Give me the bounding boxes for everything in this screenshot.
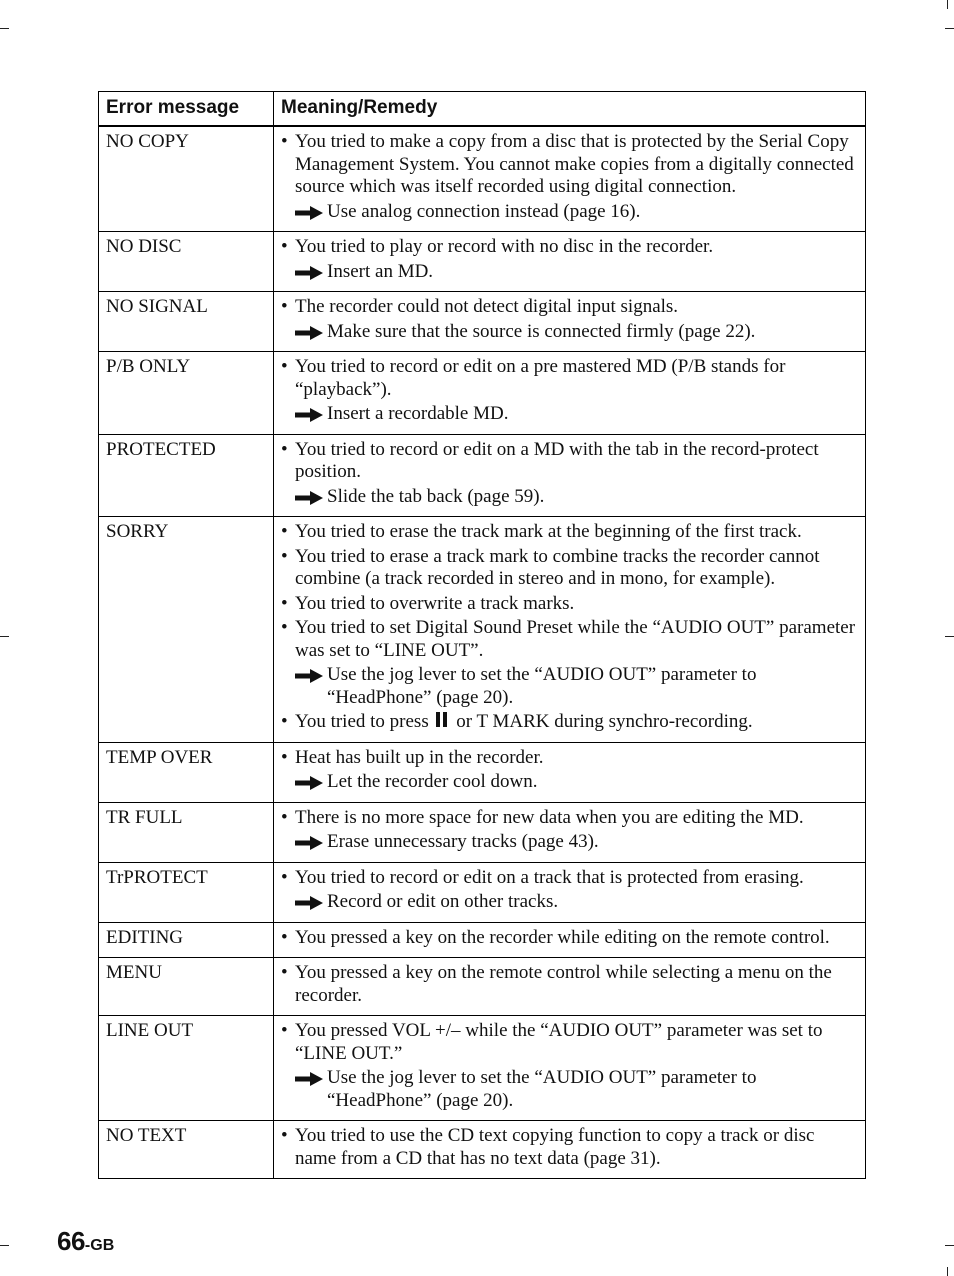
meaning-remedy-cell: [274, 126, 866, 232]
meaning-list: [281, 1020, 858, 1112]
table-row: [99, 352, 866, 435]
crop-mark: [0, 28, 9, 29]
meaning-remedy-cell: [274, 742, 866, 802]
meaning-item: [281, 546, 858, 591]
remedy-text: Record or edit on other tracks.: [327, 891, 559, 912]
table-row: [99, 862, 866, 922]
table-row: [99, 434, 866, 517]
error-message-cell: PROTECTED: [99, 434, 274, 517]
remedy-text: Slide the tab back (page 59).: [327, 485, 545, 507]
right-arrow-icon: [295, 669, 323, 683]
meaning-remedy-cell: [274, 802, 866, 862]
table-row: [99, 742, 866, 802]
meaning-text-after: or T MARK during synchro-recording.: [456, 711, 753, 732]
remedy-text: Make sure that the source is connected firmly (page 22).: [327, 320, 756, 342]
right-arrow-icon: [295, 776, 323, 790]
error-message-cell: TR FULL: [99, 802, 274, 862]
meaning-item: [281, 927, 858, 950]
meaning-text: • The recorder could not detect digital input signals.: [281, 296, 858, 319]
meaning-remedy-cell: [274, 958, 866, 1016]
right-arrow-icon: [295, 1072, 323, 1086]
meaning-text: • There is no more space for new data when you are editing the MD.: [281, 807, 858, 830]
right-arrow-icon: [295, 896, 323, 910]
meaning-item: [281, 617, 858, 709]
meaning-item: [281, 356, 858, 426]
remedy-line: [281, 831, 858, 854]
table-body: [99, 126, 866, 1179]
meaning-list: [281, 131, 858, 223]
crop-mark: [945, 28, 954, 29]
meaning-item: [281, 747, 858, 794]
pause-icon: [435, 711, 449, 728]
meaning-item: [281, 1020, 858, 1112]
crop-mark: [947, 1267, 948, 1276]
remedy-line: [281, 486, 858, 509]
meaning-item: [281, 593, 858, 616]
error-message-cell: NO COPY: [99, 126, 274, 232]
crop-mark: [945, 636, 954, 637]
table-row: [99, 1016, 866, 1121]
crop-mark: [0, 1245, 9, 1246]
error-message-cell: SORRY: [99, 517, 274, 743]
meaning-item: [281, 439, 858, 509]
meaning-item: [281, 131, 858, 223]
meaning-remedy-cell: [274, 434, 866, 517]
remedy-text: Insert an MD.: [327, 260, 434, 282]
table-header-row: [99, 92, 866, 127]
meaning-text: • You pressed VOL +/– while the “AUDIO OUT” parameter was set to “LINE OUT.”: [281, 1020, 858, 1065]
meaning-remedy-cell: [274, 862, 866, 922]
column-header-meaning-remedy: Meaning/Remedy: [274, 92, 866, 127]
remedy-text: Let the recorder cool down.: [327, 771, 538, 792]
meaning-text: • You pressed a key on the recorder while editing on the remote control.: [281, 927, 858, 950]
remedy-line: [281, 1067, 858, 1112]
meaning-item: [281, 711, 858, 734]
meaning-text: • You tried to erase a track mark to combine tracks the recorder cannot combine (a track recorded in stereo and in mono, for example).: [281, 546, 858, 591]
error-message-cell: TrPROTECT: [99, 862, 274, 922]
meaning-list: [281, 236, 858, 283]
error-message-cell: LINE OUT: [99, 1016, 274, 1121]
table-row: [99, 517, 866, 743]
remedy-line: [281, 771, 858, 794]
remedy-text: Erase unnecessary tracks (page 43).: [327, 831, 599, 852]
error-message-cell: MENU: [99, 958, 274, 1016]
remedy-line: [281, 321, 858, 344]
page-number: [57, 1226, 114, 1257]
remedy-line: [281, 891, 858, 914]
error-message-cell: EDITING: [99, 922, 274, 958]
meaning-item: [281, 962, 858, 1007]
meaning-text: • You tried to make a copy from a disc that is protected by the Serial Copy Management System. You cannot make copies from a digitally connected source which was itself recorded using digital connection.: [281, 131, 858, 199]
error-message-cell: NO SIGNAL: [99, 292, 274, 352]
right-arrow-icon: [295, 326, 323, 340]
remedy-line: [281, 403, 858, 426]
meaning-text: • You tried to set Digital Sound Preset while the “AUDIO OUT” parameter was set to “LINE OUT”.: [281, 617, 858, 662]
remedy-line: [281, 261, 858, 284]
meaning-text: • You tried to record or edit on a pre mastered MD (P/B stands for “playback”).: [281, 356, 858, 401]
right-arrow-icon: [295, 408, 323, 422]
meaning-item: [281, 1125, 858, 1170]
meaning-text: • You pressed a key on the remote control while selecting a menu on the recorder.: [281, 962, 858, 1007]
meaning-item: [281, 807, 858, 854]
remedy-text: Use analog connection instead (page 16).: [327, 200, 641, 222]
column-header-error-message: Error message: [99, 92, 274, 127]
crop-mark: [945, 1245, 954, 1246]
meaning-list: [281, 1125, 858, 1170]
meaning-list: [281, 356, 858, 426]
meaning-list: [281, 521, 858, 734]
meaning-remedy-cell: [274, 352, 866, 435]
table-row: [99, 232, 866, 292]
meaning-text: • You tried to erase the track mark at the beginning of the first track.: [281, 521, 858, 544]
table-row: [99, 126, 866, 232]
meaning-remedy-cell: [274, 922, 866, 958]
meaning-item: [281, 296, 858, 343]
meaning-item: [281, 521, 858, 544]
page-number-value: 66: [57, 1226, 85, 1256]
meaning-list: [281, 867, 858, 914]
meaning-remedy-cell: [274, 517, 866, 743]
meaning-list: [281, 439, 858, 509]
meaning-text: • You tried to overwrite a track marks.: [281, 593, 858, 616]
meaning-text-before: You tried to press: [295, 711, 429, 732]
meaning-list: [281, 296, 858, 343]
error-message-table: [98, 91, 866, 1179]
meaning-text: • You tried to record or edit on a MD with the tab in the record-protect position.: [281, 439, 858, 484]
error-message-cell: TEMP OVER: [99, 742, 274, 802]
right-arrow-icon: [295, 836, 323, 850]
meaning-text: • Heat has built up in the recorder.: [281, 747, 858, 770]
table-row: [99, 1121, 866, 1179]
right-arrow-icon: [295, 206, 323, 220]
table-row: [99, 802, 866, 862]
error-message-cell: NO DISC: [99, 232, 274, 292]
remedy-text: Insert a recordable MD.: [327, 403, 509, 424]
meaning-remedy-cell: [274, 1016, 866, 1121]
error-message-cell: NO TEXT: [99, 1121, 274, 1179]
table-row: [99, 922, 866, 958]
meaning-text: • You tried to play or record with no disc in the recorder.: [281, 236, 858, 259]
meaning-remedy-cell: [274, 292, 866, 352]
table-row: [99, 292, 866, 352]
meaning-text: • You tried to use the CD text copying function to copy a track or disc name from a CD that has no text data (page 31).: [281, 1125, 858, 1170]
remedy-text: Use the jog lever to set the “AUDIO OUT” parameter to “HeadPhone” (page 20).: [327, 664, 757, 708]
remedy-text: Use the jog lever to set the “AUDIO OUT” parameter to “HeadPhone” (page 20).: [327, 1067, 757, 1111]
meaning-text: • You tried to record or edit on a track that is protected from erasing.: [281, 867, 858, 890]
right-arrow-icon: [295, 491, 323, 505]
meaning-item: [281, 867, 858, 914]
crop-mark: [947, 0, 948, 9]
remedy-line: [281, 201, 858, 224]
remedy-line: [281, 664, 858, 709]
error-message-cell: P/B ONLY: [99, 352, 274, 435]
meaning-item: [281, 236, 858, 283]
crop-mark: [0, 636, 9, 637]
meaning-text: [281, 711, 858, 734]
page-number-suffix: -GB: [84, 1237, 115, 1254]
meaning-list: [281, 962, 858, 1007]
table-row: [99, 958, 866, 1016]
meaning-remedy-cell: [274, 1121, 866, 1179]
meaning-list: [281, 807, 858, 854]
meaning-list: [281, 927, 858, 950]
meaning-remedy-cell: [274, 232, 866, 292]
meaning-list: [281, 747, 858, 794]
right-arrow-icon: [295, 266, 323, 280]
